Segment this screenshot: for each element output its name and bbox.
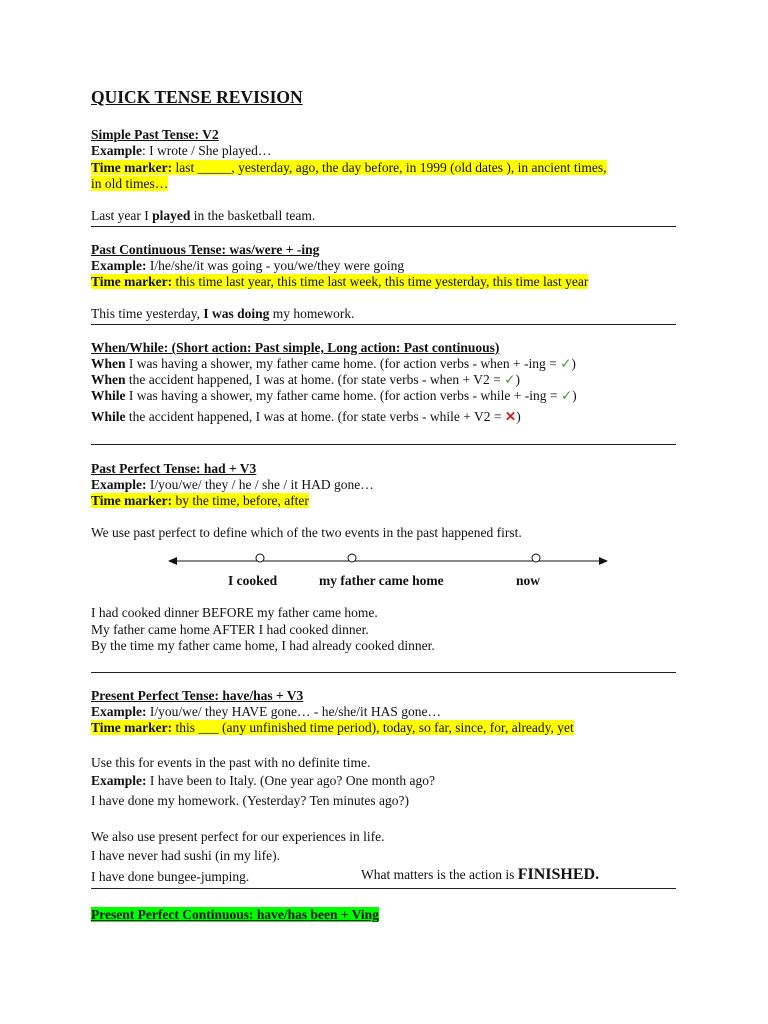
past-perfect-sentence: I had cooked dinner BEFORE my father came home. bbox=[91, 605, 378, 620]
conjunction: While bbox=[91, 409, 126, 424]
example-label: Example: bbox=[91, 258, 147, 273]
timeline-left-arrow bbox=[168, 557, 177, 565]
row-end: ) bbox=[515, 372, 520, 387]
time-marker-label: Time marker: bbox=[91, 160, 173, 175]
sentence-bold: played bbox=[152, 208, 191, 223]
row-end: ) bbox=[516, 409, 521, 424]
example-label: Example: bbox=[91, 704, 147, 719]
when-while-row bbox=[91, 388, 577, 404]
present-perfect-note bbox=[361, 867, 599, 883]
divider bbox=[91, 444, 676, 445]
when-while-header: When/While: (Short action: Past simple, Long action: Past continuous) bbox=[91, 340, 500, 355]
example-text: : I wrote / She played… bbox=[142, 143, 272, 158]
present-perfect-use: Use this for events in the past with no definite time. bbox=[91, 755, 371, 770]
simple-past-example bbox=[91, 143, 271, 159]
timeline-label: my father came home bbox=[319, 573, 444, 588]
row-text: the accident happened, I was at home. (for state verbs - when + V2 = bbox=[125, 372, 505, 387]
example-label: Example: bbox=[91, 477, 147, 492]
present-perfect-experience-ex: I have never had sushi (in my life). bbox=[91, 848, 280, 863]
past-continuous-time-marker bbox=[91, 274, 588, 290]
sentence-post: in the basketball team. bbox=[190, 208, 316, 223]
time-marker-highlight bbox=[91, 274, 588, 289]
divider bbox=[91, 672, 676, 673]
example-label: Example bbox=[91, 143, 143, 158]
simple-past-header: Simple Past Tense: V2 bbox=[91, 127, 219, 142]
conjunction: While bbox=[91, 388, 126, 403]
row-text: I was having a shower, my father came home. (for action verbs - while + -ing = bbox=[125, 388, 561, 403]
timeline-point bbox=[348, 554, 356, 562]
simple-past-sentence bbox=[91, 208, 315, 224]
timeline-label: now bbox=[516, 573, 541, 588]
simple-past-time-marker-cont bbox=[91, 176, 168, 192]
example-text: I/you/we/ they / he / she / it HAD gone… bbox=[146, 477, 374, 492]
sentence-bold: I was doing bbox=[203, 306, 270, 321]
timeline-diagram bbox=[160, 550, 620, 572]
row-end: ) bbox=[572, 388, 577, 403]
sentence-post: my homework. bbox=[269, 306, 355, 321]
past-continuous-example bbox=[91, 258, 404, 274]
past-perfect-intro: We use past perfect to define which of the two events in the past happened first. bbox=[91, 525, 522, 540]
conjunction: When bbox=[91, 356, 126, 371]
present-perfect-experience-ex: I have done bungee-jumping. bbox=[91, 869, 250, 884]
time-marker-label: Time marker: bbox=[91, 274, 173, 289]
present-perfect-example-3: I have done my homework. (Yesterday? Ten minutes ago?) bbox=[91, 793, 409, 808]
page-title: QUICK TENSE REVISION bbox=[91, 87, 303, 107]
present-perfect-example-2 bbox=[91, 773, 435, 789]
check-icon: ✓ bbox=[504, 372, 516, 387]
time-marker-text: this time last year, this time last week, this time yesterday, this time last year bbox=[172, 274, 589, 289]
present-perfect-example bbox=[91, 704, 441, 720]
example-text: I have been to Italy. (One year ago? One month ago? bbox=[146, 773, 436, 788]
past-perfect-time-marker bbox=[91, 493, 309, 509]
conjunction: When bbox=[91, 372, 126, 387]
divider bbox=[91, 888, 676, 889]
timeline-point bbox=[256, 554, 264, 562]
time-marker-highlight bbox=[91, 493, 309, 508]
sentence-pre: Last year I bbox=[91, 208, 153, 223]
time-marker-text: last _____, yesterday, ago, the day before, in 1999 (old dates ), in ancient times, bbox=[172, 160, 607, 175]
example-text: I/you/we/ they HAVE gone… - he/she/it HAS gone… bbox=[146, 704, 441, 719]
row-text: the accident happened, I was at home. (for state verbs - while + V2 = bbox=[125, 409, 505, 424]
row-text: I was having a shower, my father came home. (for action verbs - when + -ing = bbox=[125, 356, 561, 371]
divider bbox=[91, 226, 676, 227]
example-label: Example: bbox=[91, 773, 147, 788]
note-emphasis: FINISHED. bbox=[517, 866, 600, 883]
sentence-pre: This time yesterday, bbox=[91, 306, 204, 321]
present-perfect-continuous-header bbox=[91, 907, 379, 923]
past-perfect-sentence: My father came home AFTER I had cooked dinner. bbox=[91, 622, 369, 637]
check-icon: ✓ bbox=[560, 388, 573, 403]
example-text: I/he/she/it was going - you/we/they were going bbox=[146, 258, 405, 273]
time-marker-highlight bbox=[91, 720, 574, 735]
when-while-row bbox=[91, 356, 576, 372]
past-continuous-header: Past Continuous Tense: was/were + -ing bbox=[91, 242, 320, 257]
time-marker-text-cont: in old times… bbox=[91, 176, 169, 191]
time-marker-label: Time marker: bbox=[91, 493, 173, 508]
row-end: ) bbox=[571, 356, 576, 371]
past-perfect-header: Past Perfect Tense: had + V3 bbox=[91, 461, 257, 476]
timeline-point bbox=[532, 554, 540, 562]
when-while-row bbox=[91, 409, 521, 425]
past-perfect-sentence: By the time my father came home, I had already cooked dinner. bbox=[91, 638, 435, 653]
past-continuous-sentence bbox=[91, 306, 355, 322]
check-icon: ✓ bbox=[560, 356, 572, 371]
section-header: Present Perfect Continuous: have/has been + Ving bbox=[91, 907, 379, 922]
time-marker-label: Time marker: bbox=[91, 720, 173, 735]
time-marker-text: by the time, before, after bbox=[172, 493, 309, 508]
present-perfect-time-marker bbox=[91, 720, 574, 736]
when-while-row bbox=[91, 372, 520, 388]
present-perfect-experience: We also use present perfect for our experiences in life. bbox=[91, 829, 385, 844]
divider bbox=[91, 324, 676, 325]
time-marker-text: this ___ (any unfinished time period), today, so far, since, for, already, yet bbox=[172, 720, 574, 735]
past-perfect-example bbox=[91, 477, 374, 493]
timeline-label: I cooked bbox=[228, 573, 278, 588]
present-perfect-header: Present Perfect Tense: have/has + V3 bbox=[91, 688, 304, 703]
timeline-right-arrow bbox=[599, 557, 608, 565]
time-marker-highlight bbox=[91, 160, 607, 175]
simple-past-time-marker bbox=[91, 160, 607, 176]
note-text: What matters is the action is bbox=[361, 867, 518, 882]
cross-icon: ✕ bbox=[504, 409, 517, 424]
